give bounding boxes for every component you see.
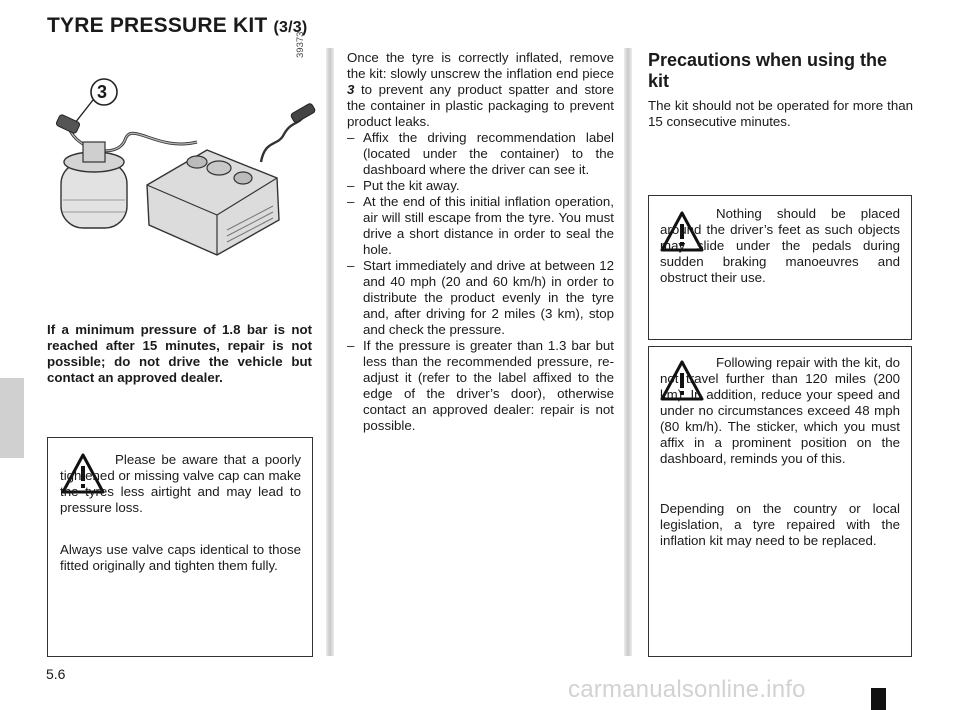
bullet-text: Start immediately and drive at between 12 and 40 mph (20 and 60 km/h) in order to distribute the product evenly in the tyre and, after driving for 2 miles (3 km), stop and check the pressure.	[363, 258, 614, 337]
pedal-warning-text: Nothing should be placed around the driver’s feet as such objects may slide under the pedals during sudden braking manoeuvres and obstruct their use.	[660, 206, 900, 285]
intro-rest-text: to prevent any product spatter and store the container in plastic packaging to prevent product leaks.	[347, 82, 615, 129]
bullet-item	[347, 178, 614, 194]
page-title	[47, 14, 307, 38]
repair-warning-text-2: Depending on the country or local legislation, a tyre repaired with the inflation kit may need to be replaced.	[660, 501, 900, 548]
bullet-text: If the pressure is greater than 1.3 bar but less than the recommended pressure, re-adjust it (refer to the label affixed to the edge of the driver’s door), otherwise contact an approved dealer: repair is not possible.	[363, 338, 614, 433]
precautions-text: The kit should not be operated for more than 15 consecutive minutes.	[648, 98, 913, 129]
intro-text: Once the tyre is correctly inflated, remove the kit: slowly unscrew the inflation end piece	[347, 50, 614, 81]
watermark: carmanualsonline.info	[568, 676, 806, 703]
pedal-warning-box	[648, 195, 912, 340]
title-sub: (3/3)	[273, 19, 308, 36]
bullet-dash: –	[347, 194, 355, 209]
column-divider-right	[624, 48, 632, 656]
column-divider-left	[326, 48, 334, 656]
bullet-text: Put the kit away.	[363, 178, 460, 193]
valve-cap-warning-box	[47, 437, 313, 657]
bullet-dash: –	[347, 130, 355, 145]
intro-ref: 3	[347, 82, 355, 97]
page-number: 5.6	[46, 666, 66, 682]
pressure-warning-text: If a minimum pressure of 1.8 bar is not reached after 15 minutes, repair is not possible; do not drive the vehicle but contact an approved dealer.	[47, 322, 312, 385]
callout-label: 3	[97, 82, 108, 102]
bullet-dash: –	[347, 338, 355, 353]
bullet-item	[347, 194, 614, 258]
title-main: TYRE PRESSURE KIT	[47, 14, 268, 37]
bullet-text: Affix the driving recommendation label (located under the container) to the dashboard where the driver can see it.	[363, 130, 614, 177]
bullet-text: At the end of this initial inflation operation, air will still escape from the tyre. You must drive a short distance in order to seal the hole.	[363, 194, 614, 257]
intro-paragraph	[347, 50, 614, 130]
corner-mark	[871, 688, 886, 710]
kit-illustration	[47, 50, 317, 305]
figure-number: 39373	[295, 31, 306, 58]
repair-warning-box	[648, 346, 912, 657]
bullet-item	[347, 130, 614, 178]
precautions-heading: Precautions when using the kit	[648, 50, 888, 91]
valve-cap-text: Please be aware that a poorly tightened or missing valve cap can make the tyres less airtight and may lead to pressure loss.	[60, 452, 301, 515]
bullet-item	[347, 338, 614, 434]
bullet-dash: –	[347, 258, 355, 273]
tyre-kit-drawing	[47, 50, 317, 305]
bullet-item	[347, 258, 614, 338]
instructions-column	[347, 50, 614, 434]
section-tab	[0, 378, 24, 458]
valve-cap-advice-text: Always use valve caps identical to those fitted originally and tighten them fully.	[60, 542, 301, 573]
repair-warning-text: Following repair with the kit, do not travel further than 120 miles (200 km). In addition, reduce your speed and under no circumstances exceed 48 mph (80 km/h). The sticker, which you must affix in a prominent position on the dashboard, reminds you of this.	[660, 355, 900, 466]
bullet-dash: –	[347, 178, 355, 193]
